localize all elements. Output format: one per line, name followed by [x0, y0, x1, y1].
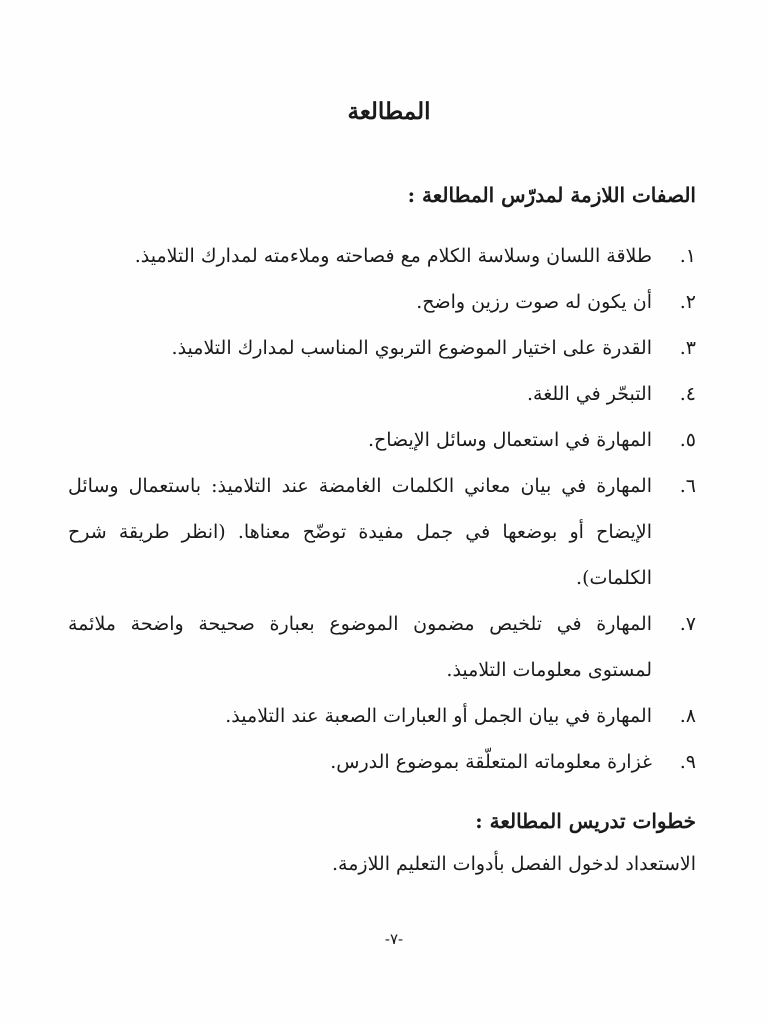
- list-item: [68, 279, 696, 325]
- list-item-text: المهارة في بيان الجمل أو العبارات الصعبة عند التلاميذ.: [225, 705, 652, 727]
- page-title: المطالعة: [347, 98, 431, 125]
- list-item-text: غزارة معلوماته المتعلّقة بموضوع الدرس.: [330, 751, 652, 773]
- list-item: [68, 463, 696, 601]
- list-item-text: المهارة في تلخيص مضمون الموضوع بعبارة صحيحة واضحة ملائمة لمستوى معلومات التلاميذ.: [68, 613, 652, 681]
- list-item-text: المهارة في بيان معاني الكلمات الغامضة عند التلاميذ: باستعمال وسائل الإيضاح أو بوضعها في جمل مفيدة توضّح معناها. (انظر طريقة شرح الكلمات).: [68, 475, 652, 589]
- list-item-number: ٣.: [679, 337, 696, 359]
- list-item-number: ٨.: [679, 705, 696, 727]
- list-item: [68, 417, 696, 463]
- qualities-list: [68, 233, 696, 785]
- page-number: -٧-: [384, 930, 404, 948]
- list-item-text: أن يكون له صوت رزين واضح.: [416, 291, 652, 313]
- list-item-number: ١.: [679, 245, 696, 267]
- list-item: [68, 693, 696, 739]
- section-heading-teaching-steps: خطوات تدريس المطالعة :: [475, 809, 696, 833]
- list-item-number: ٤.: [679, 383, 696, 405]
- section-heading-teacher-qualities: الصفات اللازمة لمدرّس المطالعة :: [407, 183, 696, 207]
- list-item: [68, 325, 696, 371]
- list-item: [68, 739, 696, 785]
- list-item-text: طلاقة اللسان وسلاسة الكلام مع فصاحته وملاءمته لمدارك التلاميذ.: [134, 245, 652, 267]
- teaching-steps-paragraph: الاستعداد لدخول الفصل بأدوات التعليم اللازمة.: [331, 853, 696, 875]
- list-item-number: ٥.: [679, 429, 696, 451]
- list-item: [68, 371, 696, 417]
- list-item-number: ٩.: [679, 751, 696, 773]
- list-item-number: ٧.: [679, 613, 696, 635]
- list-item-number: ٦.: [679, 475, 696, 497]
- list-item-text: التبحّر في اللغة.: [526, 383, 652, 405]
- list-item: [68, 601, 696, 693]
- list-item: [68, 233, 696, 279]
- list-item-number: ٢.: [679, 291, 696, 313]
- list-item-text: المهارة في استعمال وسائل الإيضاح.: [367, 429, 652, 451]
- list-item-text: القدرة على اختيار الموضوع التربوي المناسب لمدارك التلاميذ.: [171, 337, 652, 359]
